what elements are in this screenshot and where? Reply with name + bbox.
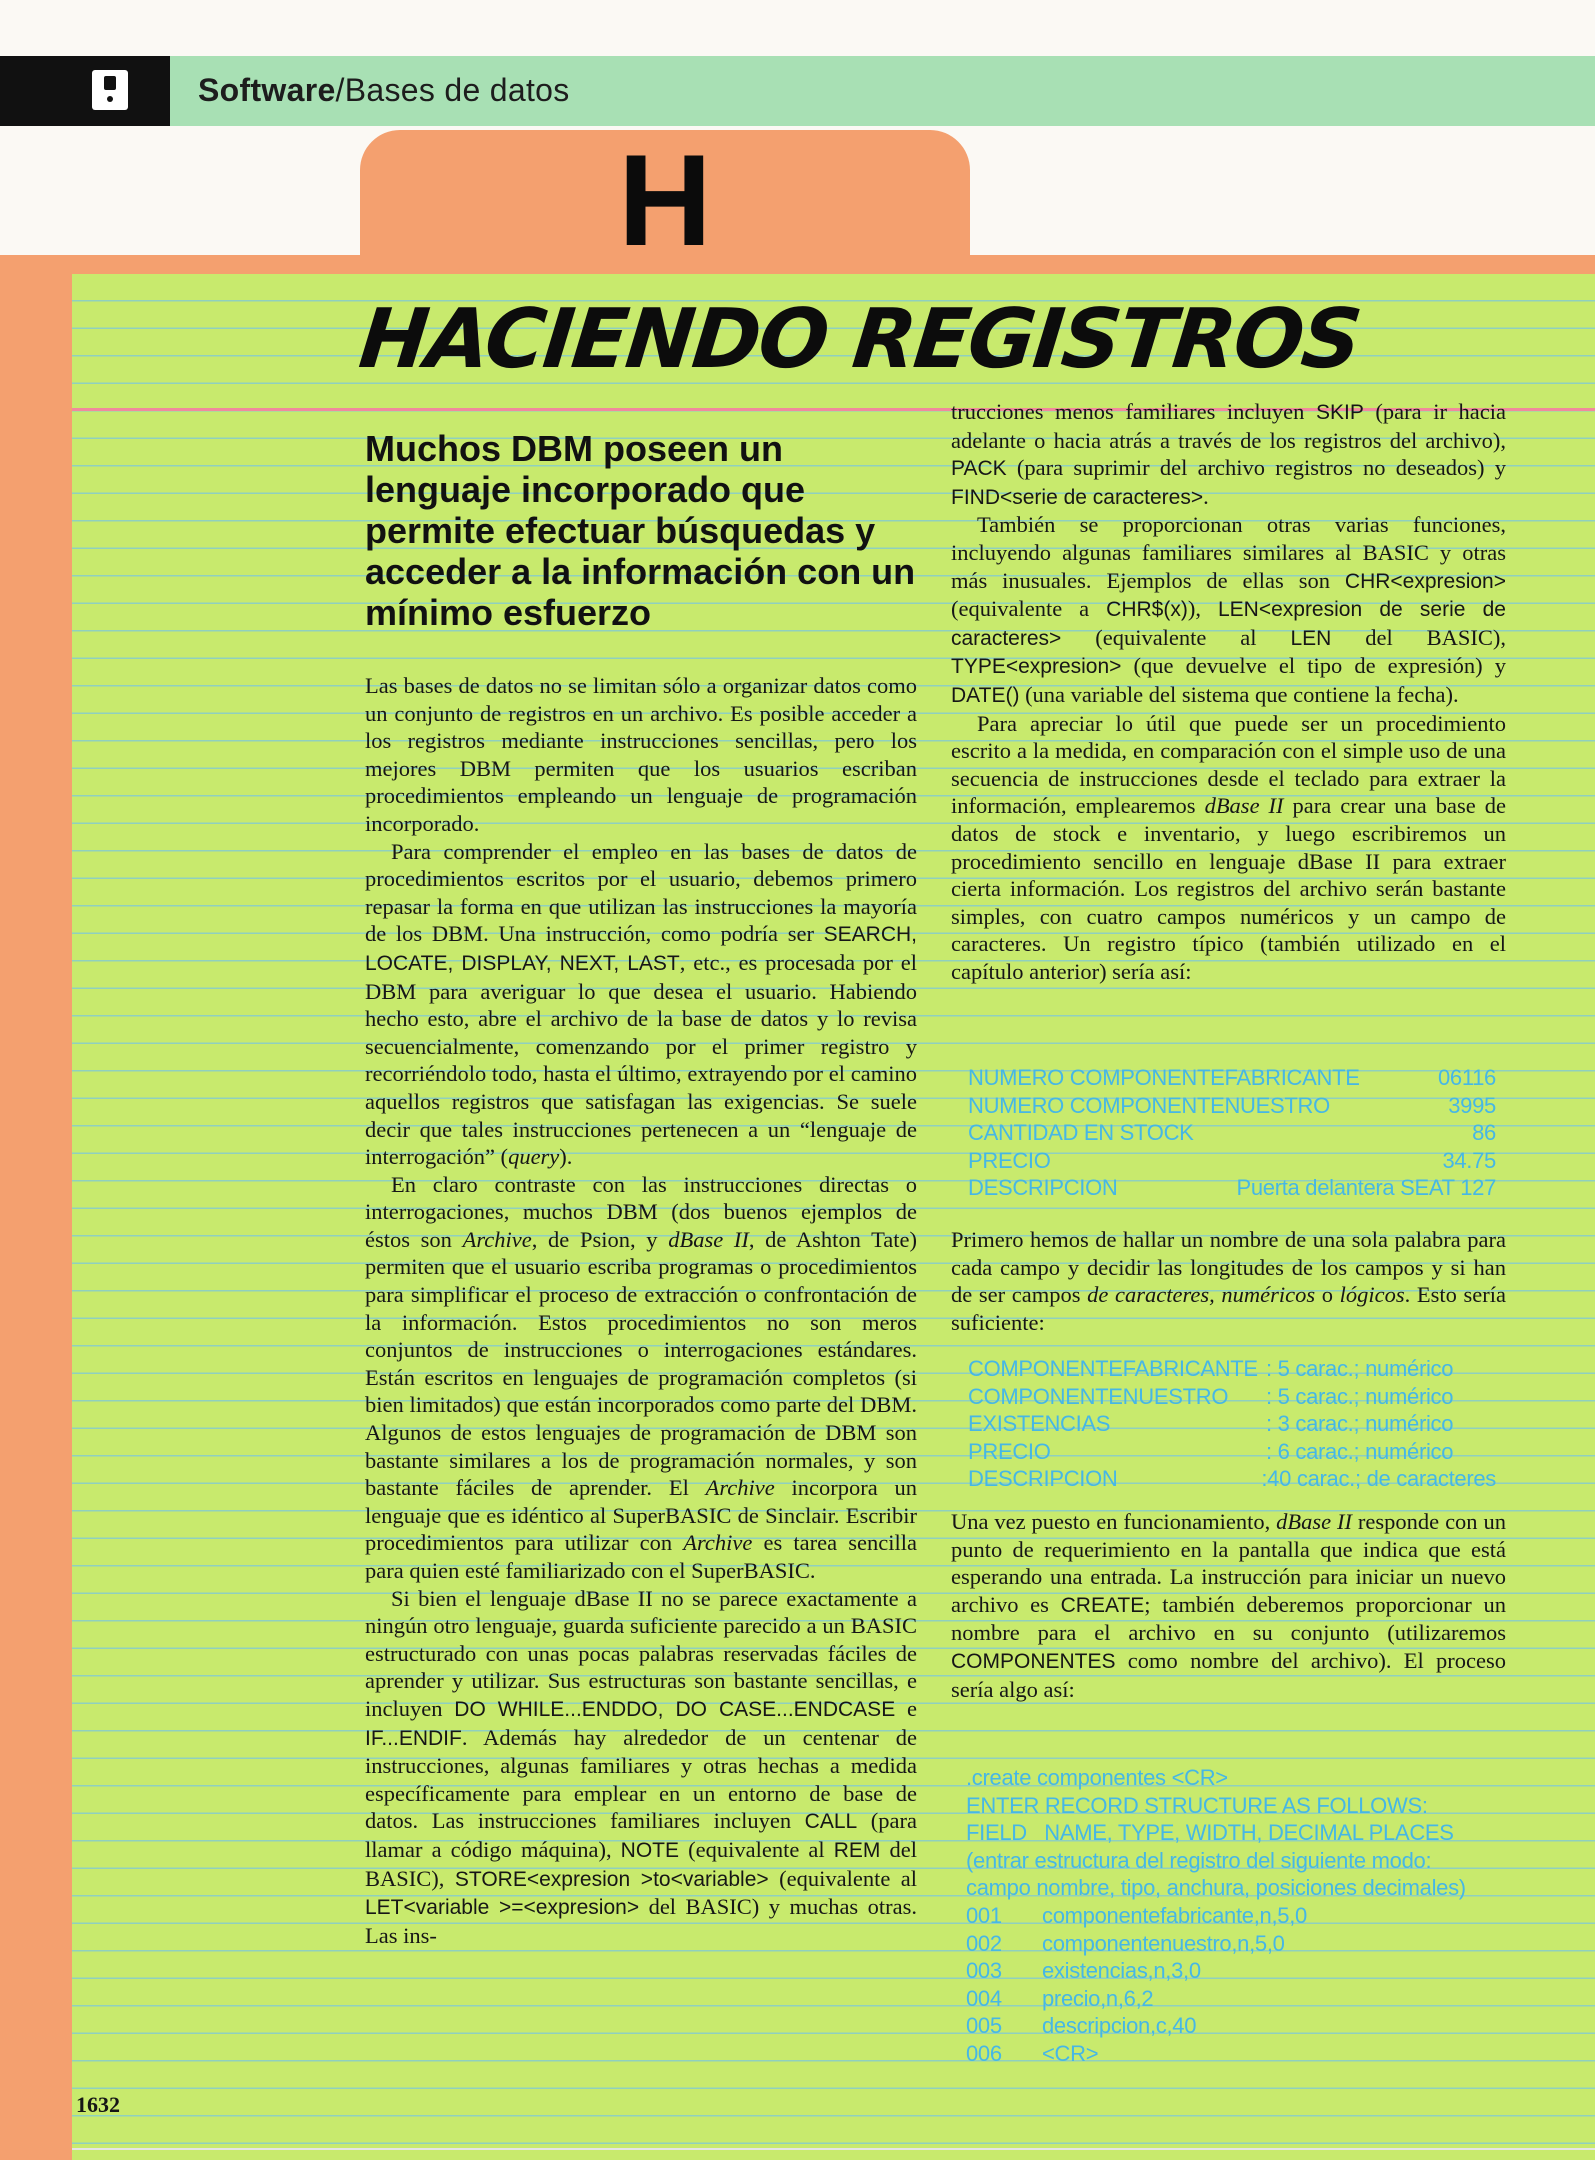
tab-letter: H [618, 127, 712, 273]
floppy-disk-icon [92, 70, 128, 110]
record-row: PRECIO 34.75 [968, 1147, 1496, 1173]
field-def-row: DESCRIPCION :40 carac.; de caracteres [968, 1466, 1496, 1492]
paragraph: En claro contraste con las instrucciones directas o interrogaciones, muchos DBM (dos buenos ejemplos de éstos son Archive, de Psion, y dBase II, de Ashton Tate) permiten que el usuario escriba programas o procedimientos para simplificar el proceso de extracción o confrontación de la información. Estos procedimientos no son meros conjuntos de instrucciones o interrogaciones estándares. Están escritos en lenguajes de programación completos (si bien limitados) que están incorporados como parte del DBM. Algunos de estos lenguajes de programación de DBM son bastante similares a los de programación normales, y son bastante fáciles de aprender. El Archive incorpora un lenguaje que es idéntico al SuperBASIC de Sinclair. Escribir procedimientos para utilizar con Archive es tarea sencilla para quien esté familiarizado con el SuperBASIC. [365, 1171, 918, 1583]
session-line: (entrar estructura del registro del siguiente modo: [966, 1847, 1432, 1873]
article-title: HACIENDO REGISTROS [355, 292, 1365, 387]
session-line: .create componentes <CR> [966, 1765, 1228, 1790]
paragraph: También se proporcionan otras varias funciones, incluyendo algunas familiares similares al BASIC y otras más inusuales. Ejemplos de ellas son CHR<expresion> (equivalente a CHR$(x)), LEN<expresion de serie de caracteres> (equivalente al LEN del BASIC), TYPE<expresion> (que devuelve el tipo de expresión) y DATE() (una variable del sistema que contiene la fecha). [951, 512, 1506, 707]
record-row: DESCRIPCION Puerta delantera SEAT 127 [968, 1175, 1496, 1201]
record-row: NUMERO COMPONENTENUESTRO 3995 [968, 1092, 1496, 1118]
session-row: 001 componentefabricante,n,5,0 [966, 1902, 1307, 1928]
record-row: NUMERO COMPONENTEFABRICANTE 06116 [968, 1065, 1496, 1090]
paragraph: Si bien el lenguaje dBase II no se parece exactamente a ningún otro lenguaje, guarda suficiente parecido a un BASIC estructurado con unas pocas palabras reservadas fáciles de aprender y utilizar. Sus estructuras son bastante sencillas, e incluyen DO WHILE...ENDDO, DO CASE...ENDCASE e IF...ENDIF. Además hay alrededor de un centenar de instrucciones, algunas familiares y otras hechas a medida específicamente para emplear en un entorno de base de datos. Las instrucciones familiares incluyen CALL (para llamar a código máquina), NOTE (equivalente al REM del BASIC), STORE<expresion >to<variable> (equivalente al LET<variable >=<expresion> del BASIC) y muchas otras. Las ins- [365, 1585, 918, 1948]
session-line: campo nombre, tipo, anchura, posiciones decimales) [966, 1875, 1466, 1901]
bottom-rule [72, 2148, 1595, 2150]
record-row: CANTIDAD EN STOCK 86 [968, 1120, 1496, 1146]
index-tab [360, 127, 970, 273]
paragraph: trucciones menos familiares incluyen SKIP (para ir hacia adelante o hacia atrás a través de los registros del archivo), PACK (para suprimir del archivo registros no deseados) y FIND<serie de caracteres>. [951, 399, 1506, 509]
section-sublabel: /Bases de datos [335, 72, 570, 108]
field-def-row: EXISTENCIAS : 3 carac.; numérico [968, 1411, 1454, 1437]
session-line: FIELD NAME, TYPE, WIDTH, DECIMAL PLACES [966, 1820, 1454, 1846]
session-row: 002 componentenuestro,n,5,0 [966, 1930, 1285, 1956]
field-def-row: COMPONENTEFABRICANTE : 5 carac.; numérico [968, 1356, 1454, 1381]
session-line: ENTER RECORD STRUCTURE AS FOLLOWS: [966, 1792, 1428, 1818]
section-header [198, 72, 570, 109]
section-header-black-block [0, 56, 170, 126]
field-def-row: PRECIO : 6 carac.; numérico [968, 1438, 1454, 1464]
field-definition-table [968, 1355, 1496, 1493]
record-example-table [968, 1064, 1496, 1202]
page-number: 1632 [76, 2092, 120, 2117]
create-session-listing [966, 1764, 1506, 2068]
paragraph: Una vez puesto en funcionamiento, dBase II responde con un punto de requerimiento en la pantalla que indica que está esperando una entrada. La instrucción para iniciar un nuevo archivo es CREATE; también deberemos proporcionar un nombre para el archivo en su conjunto (utilizaremos COMPONENTES como nombre del archivo). El proceso sería algo así: [951, 1509, 1506, 1702]
left-column [365, 672, 917, 1949]
right-column-middle [951, 1226, 1506, 1336]
paragraph: Para comprender el empleo en las bases de datos de procedimientos escritos por el usuario, debemos primero repasar la forma en que utilizan las instrucciones la mayoría de los DBM. Una instrucción, como podría ser SEARCH, LOCATE, DISPLAY, NEXT, LAST, etc., es procesada por el DBM para averiguar lo que desea el usuario. Habiendo hecho esto, abre el archivo de la base de datos y lo revisa secuencialmente, comenzando por el primer registro y recorriéndolo todo, hasta el último, extrayendo por el camino aquellos registros que satisfagan las exigencias. Se suele decir que tales instrucciones pertenecen a un “lenguaje de interrogación” (query). [365, 838, 917, 1170]
paragraph: Para apreciar lo útil que puede ser un procedimiento escrito a la medida, en comparación con el simple uso de una secuencia de instrucciones desde el teclado para extraer la información, emplearemos dBase II para crear una base de datos de stock e inventario, y luego escribiremos un procedimiento sencillo en lenguaje dBase II para extraer cierta información. Los registros del archivo serán bastante simples, con cuatro campos numéricos y un campo de caracteres. Un registro típico (también utilizado en el capítulo anterior) sería así: [951, 710, 1506, 984]
session-row: 003 existencias,n,3,0 [966, 1958, 1201, 1984]
section-label: Software [198, 72, 336, 108]
right-column-bottom [951, 1508, 1506, 1703]
article-subtitle: Muchos DBM poseen un lenguaje incorporado que permite efectuar búsquedas y acceder a la información con un mínimo esfuerzo [365, 428, 916, 633]
paragraph: Primero hemos de hallar un nombre de una sola palabra para cada campo y decidir las longitudes de los campos y si han de ser campos de caracteres, numéricos o lógicos. Esto sería suficiente: [951, 1227, 1507, 1335]
paragraph: Las bases de datos no se limitan sólo a organizar datos como un conjunto de registros en un archivo. Es posible acceder a los registros mediante instrucciones sencillas, pero los mejores DBM permiten que los usuarios escriban procedimientos empleando un lenguaje de programación incorporado. [365, 673, 917, 836]
session-row: 006 <CR> [966, 2040, 1099, 2066]
session-row: 004 precio,n,6,2 [966, 1985, 1154, 2011]
field-def-row: COMPONENTENUESTRO : 5 carac.; numérico [968, 1383, 1454, 1409]
session-row: 005 descripcion,c,40 [966, 2013, 1197, 2039]
right-column-top [951, 398, 1506, 985]
